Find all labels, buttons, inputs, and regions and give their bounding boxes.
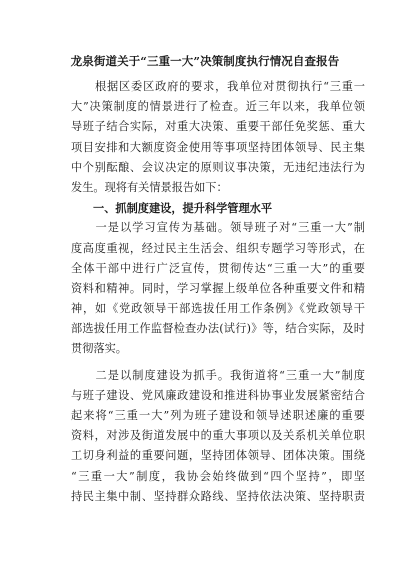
text-line: 发生。现将有关情景报告如下：: [71, 180, 228, 194]
text-line: 度高度重视，经过民主生活会、组织专题学习等形式，在: [71, 241, 365, 255]
document-title: 龙泉街道关于“三重一大”决策制度执行情况自查报告: [70, 54, 340, 68]
text-line: 与班子建设、党风廉政建设和推进科协事业发展紧密结合: [71, 388, 365, 402]
text-line: 根据区委区政府的要求，我单位对贯彻执行“三重一: [71, 80, 365, 93]
paragraph-study: [71, 218, 365, 359]
text-line: 二是以制度建设为抓手。我街道将“三重一大”制度: [71, 368, 365, 382]
text-line: 贯彻落实。: [71, 342, 127, 356]
text-line: 项目安排和大额度资金使用等事项坚持团体领导、民主集: [71, 140, 365, 154]
text-line: 持民主集中制、坚持群众路线、坚持依法决策、坚持职责: [71, 489, 365, 503]
text-line: 导班子结合实际，对重大决策、重要干部任免奖惩、重大: [71, 120, 365, 134]
text-line: “三重一大”制度，我协会始终做到“四个坚持”，即坚: [71, 469, 365, 483]
text-line: 中个别酝酿、会议决定的原则议事决策，无违纪违法行为: [71, 160, 365, 174]
text-line: 一是以学习宣传为基础。领导班子对“三重一大”制: [71, 221, 365, 235]
text-line: 资料和精神。同时，学习掌握上级单位各种重要文件和精: [71, 281, 365, 295]
text-line: 大”决策制度的情景进行了检查。近三年以来，我单位领: [71, 100, 365, 114]
section-heading: 一、抓制度建设，提升科学管理水平: [93, 201, 273, 216]
paragraph-system: [71, 366, 365, 507]
text-line: 资料，对涉及街道发展中的重大事项以及关系机关单位职: [71, 429, 365, 443]
document-body: [71, 77, 365, 507]
text-line: 起来将“三重一大”列为班子建设和领导述职述廉的重要: [71, 409, 365, 422]
intro-paragraph: [71, 77, 365, 198]
text-line: 神，如《党政领导干部选拔任用工作条例》《党政领导干: [71, 302, 365, 316]
text-line: 全体干部中进行广泛宣传，贯彻传达“三重一大”的重要: [71, 261, 365, 275]
text-line: 工切身利益的重要问题，坚持团体领导、团体决策。围绕: [71, 449, 365, 463]
text-line: 部选拔任用工作监督检查办法(试行)》等，结合实际，及时: [71, 322, 365, 336]
